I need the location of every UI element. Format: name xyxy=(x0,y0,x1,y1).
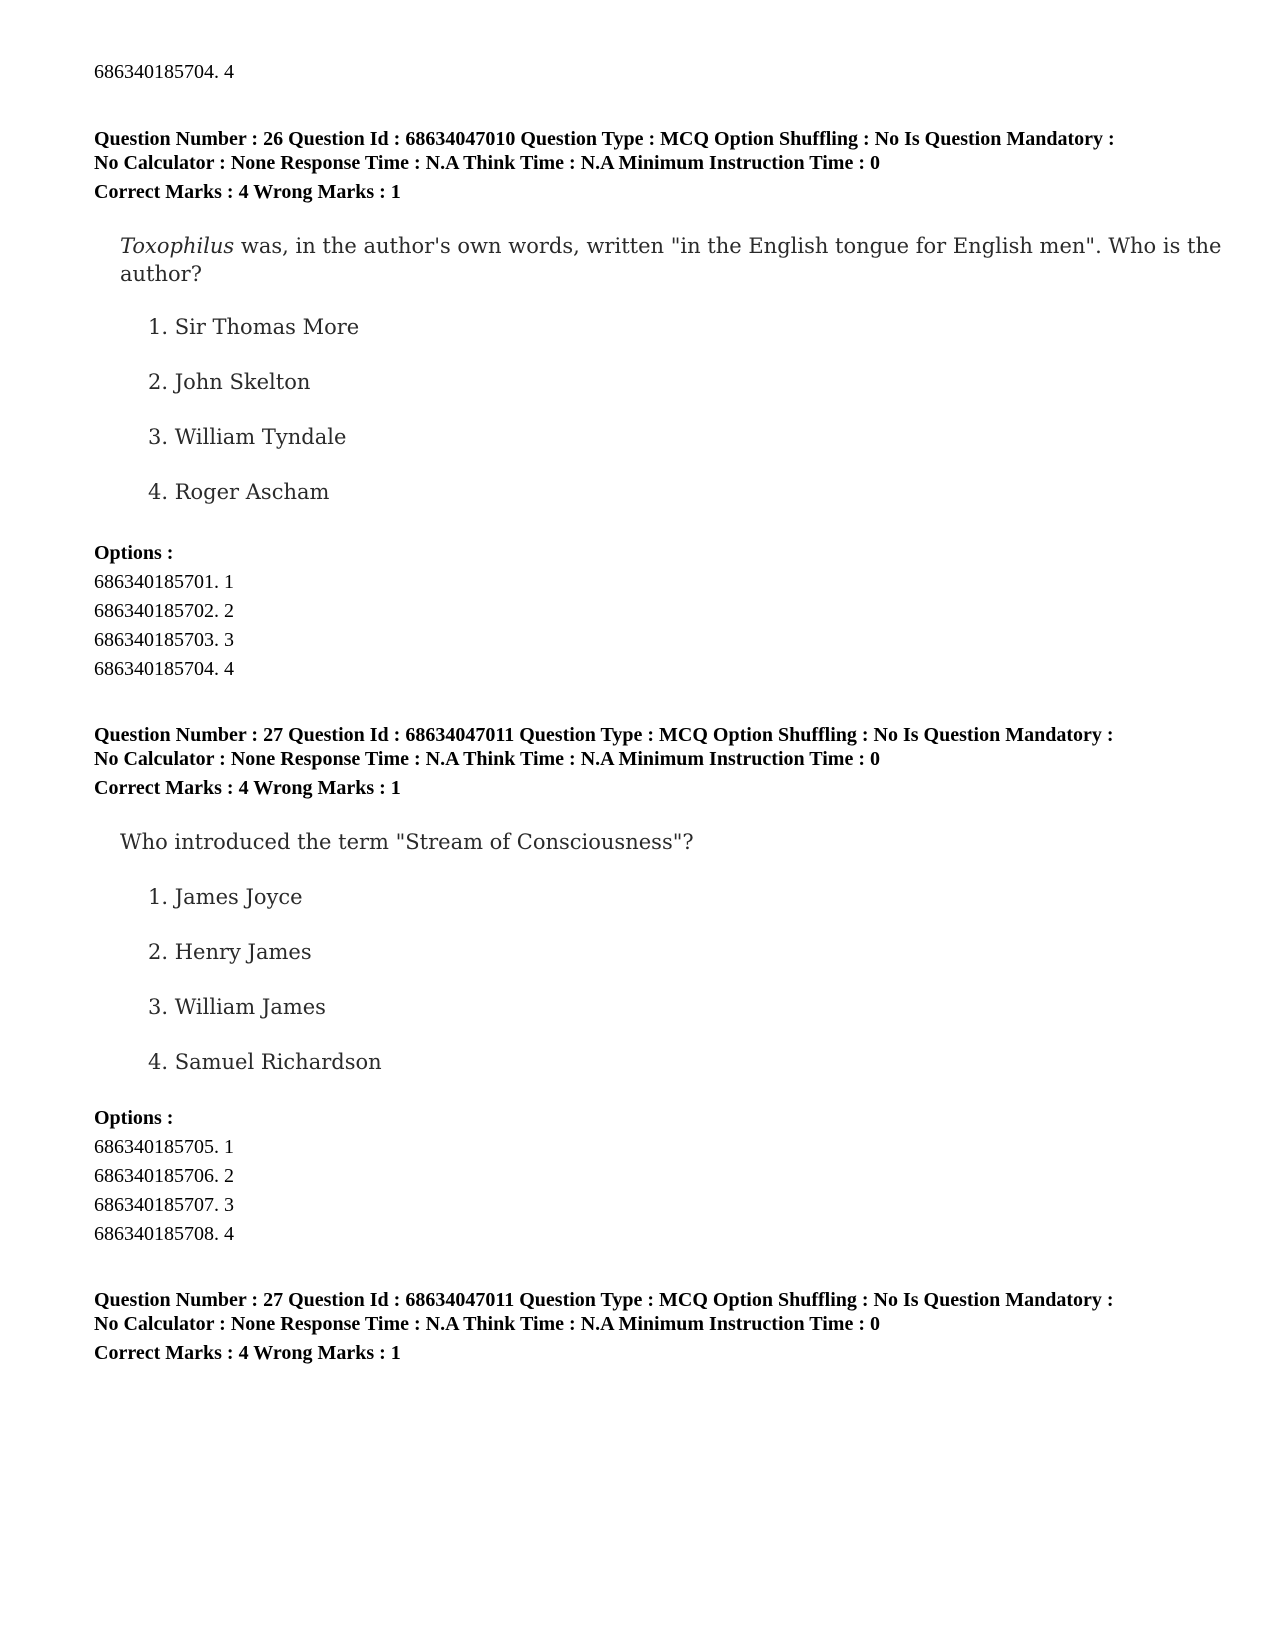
q27b-header-line1: Question Number : 27 Question Id : 68634047011 Question Type : MCQ Option Shuffling : No Is Question Mandatory : xyxy=(94,1289,1114,1311)
q27-choice-1: 1. James Joyce xyxy=(148,885,303,909)
q27-stem-line1: Who introduced the term "Stream of Consciousness"? xyxy=(120,830,694,854)
q26-option-2: 686340185702. 2 xyxy=(94,600,234,622)
q26-marks: Correct Marks : 4 Wrong Marks : 1 xyxy=(94,181,401,203)
q27-options-label: Options : xyxy=(94,1107,174,1129)
q26-choice-2: 2. John Skelton xyxy=(148,370,311,394)
q27-option-2: 686340185706. 2 xyxy=(94,1165,234,1187)
q26-choice-1: 1. Sir Thomas More xyxy=(148,315,360,339)
q27-choice-2: 2. Henry James xyxy=(148,940,312,964)
q26-options-label: Options : xyxy=(94,542,174,564)
q27b-header-line2: No Calculator : None Response Time : N.A Think Time : N.A Minimum Instruction Time : 0 xyxy=(94,1313,880,1335)
q26-choice-4: 4. Roger Ascham xyxy=(148,480,330,504)
q26-stem-line2: author? xyxy=(120,262,202,286)
q27-header-line1: Question Number : 27 Question Id : 68634047011 Question Type : MCQ Option Shuffling : No Is Question Mandatory : xyxy=(94,724,1114,746)
q26-stem-line1-rest: was, in the author's own words, written "in the English tongue for English men". Who is the xyxy=(234,234,1222,258)
q27-header-line2: No Calculator : None Response Time : N.A Think Time : N.A Minimum Instruction Time : 0 xyxy=(94,748,880,770)
q26-header-line2: No Calculator : None Response Time : N.A Think Time : N.A Minimum Instruction Time : 0 xyxy=(94,152,880,174)
q26-option-3: 686340185703. 3 xyxy=(94,629,234,651)
q26-option-1: 686340185701. 1 xyxy=(94,571,234,593)
q26-choice-3: 3. William Tyndale xyxy=(148,425,347,449)
q26-header-line1: Question Number : 26 Question Id : 68634047010 Question Type : MCQ Option Shuffling : No Is Question Mandatory : xyxy=(94,128,1115,150)
q27b-marks: Correct Marks : 4 Wrong Marks : 1 xyxy=(94,1342,401,1364)
q27-option-4: 686340185708. 4 xyxy=(94,1223,234,1245)
q27-choice-4: 4. Samuel Richardson xyxy=(148,1050,382,1074)
q26-stem-line1 xyxy=(120,232,1221,260)
q27-choice-3: 3. William James xyxy=(148,995,326,1019)
previous-option-line: 686340185704. 4 xyxy=(94,61,234,83)
q27-option-3: 686340185707. 3 xyxy=(94,1194,234,1216)
q27-marks: Correct Marks : 4 Wrong Marks : 1 xyxy=(94,777,401,799)
q27-option-1: 686340185705. 1 xyxy=(94,1136,234,1158)
q26-option-4: 686340185704. 4 xyxy=(94,658,234,680)
q26-stem-italic-title: Toxophilus xyxy=(120,234,235,258)
